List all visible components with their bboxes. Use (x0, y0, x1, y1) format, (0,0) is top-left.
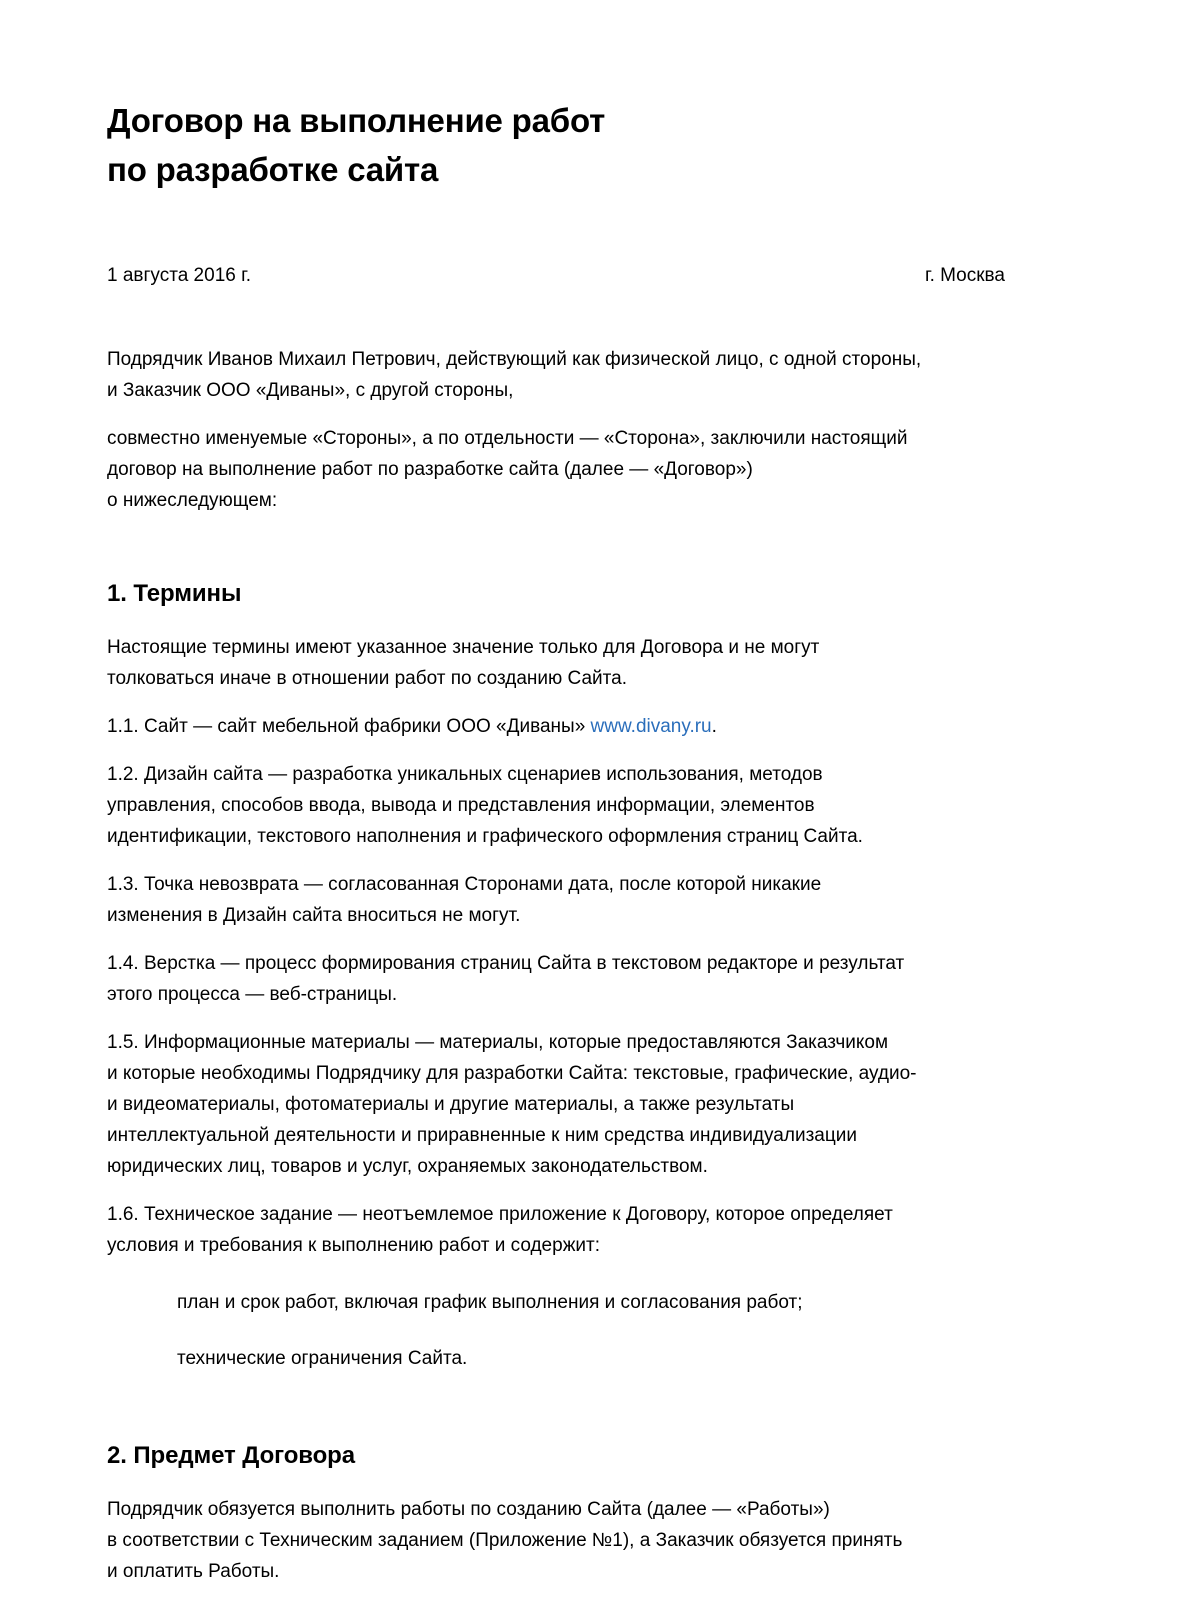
clause-1-4-line-1: 1.4. Верстка — процесс формирования страниц Сайта в текстовом редакторе и результат (107, 953, 905, 974)
clause-1-6-subitem-1: план и срок работ, включая график выполнения и согласования работ; (177, 1292, 803, 1313)
preamble-declaration (107, 423, 1005, 516)
clause-1-1-text-before: 1.1. Сайт — сайт мебельной фабрики ООО «Диваны» (107, 716, 591, 737)
document-content (107, 0, 1005, 1587)
clause-1-6-line-1: 1.6. Техническое задание — неотъемлемое приложение к Договору, которое определяет (107, 1204, 893, 1225)
clause-1-2-line-3: идентификации, текстового наполнения и графического оформления страниц Сайта. (107, 826, 863, 847)
preamble-parties-line-1: Подрядчик Иванов Михаил Петрович, действующий как физической лицо, с одной стороны, (107, 349, 922, 370)
clause-1-5 (107, 1027, 1005, 1182)
contract-date: 1 августа 2016 г. (107, 265, 251, 286)
preamble-declaration-line-3: о нижеследующем: (107, 490, 278, 511)
page-title (107, 0, 1005, 194)
preamble-parties (107, 344, 1005, 406)
subject-body-line-2: в соответствии с Техническим заданием (Приложение №1), а Заказчик обязуется принять (107, 1530, 903, 1551)
preamble-declaration-line-1: совместно именуемые «Стороны», а по отдельности — «Сторона», заключили настоящий (107, 428, 908, 449)
clause-1-6-line-2: условия и требования к выполнению работ и содержит: (107, 1235, 600, 1256)
clause-1-3 (107, 869, 1005, 931)
section-heading-terms: 1. Термины (107, 580, 242, 607)
contract-city: г. Москва (924, 265, 1005, 286)
page-title-line-2: по разработке сайта (107, 151, 439, 188)
clause-1-4 (107, 948, 1005, 1010)
subject-body-line-1: Подрядчик обязуется выполнить работы по созданию Сайта (далее — «Работы») (107, 1499, 830, 1520)
site-url-link[interactable]: www.divany.ru (590, 716, 712, 737)
clause-1-6-subitem-2: технические ограничения Сайта. (177, 1348, 468, 1369)
clause-1-5-line-2: и которые необходимы Подрядчику для разработки Сайта: текстовые, графические, аудио- (107, 1063, 917, 1084)
terms-intro-line-2: толковаться иначе в отношении работ по созданию Сайта. (107, 668, 627, 689)
clause-1-2-line-1: 1.2. Дизайн сайта — разработка уникальных сценариев использования, методов (107, 764, 823, 785)
clause-1-6 (107, 1199, 1005, 1261)
clause-1-5-line-3: и видеоматериалы, фотоматериалы и другие материалы, а также результаты (107, 1094, 795, 1115)
subject-body-line-3: и оплатить Работы. (107, 1561, 280, 1582)
section-heading-subject: 2. Предмет Договора (107, 1442, 355, 1469)
clause-1-1 (107, 711, 1005, 742)
clause-1-5-line-5: юридических лиц, товаров и услуг, охраняемых законодательством. (107, 1156, 708, 1177)
page-title-line-1: Договор на выполнение работ (107, 102, 606, 139)
clause-1-5-line-4: интеллектуальной деятельности и приравненные к ним средства индивидуализации (107, 1125, 857, 1146)
clause-1-5-line-1: 1.5. Информационные материалы — материалы, которые предоставляются Заказчиком (107, 1032, 889, 1053)
subject-body (107, 1494, 1005, 1587)
clause-1-3-line-2: изменения в Дизайн сайта вноситься не могут. (107, 905, 521, 926)
clause-1-3-line-1: 1.3. Точка невозврата — согласованная Сторонами дата, после которой никакие (107, 874, 822, 895)
clause-1-2 (107, 759, 1005, 852)
document-meta-row (107, 262, 1005, 290)
terms-intro-line-1: Настоящие термины имеют указанное значение только для Договора и не могут (107, 637, 820, 658)
clause-1-1-text-after: . (711, 716, 717, 737)
clause-1-2-line-2: управления, способов ввода, вывода и представления информации, элементов (107, 795, 815, 816)
preamble-declaration-line-2: договор на выполнение работ по разработке сайта (далее — «Договор») (107, 459, 753, 480)
clause-1-4-line-2: этого процесса — веб-страницы. (107, 984, 398, 1005)
preamble-parties-line-2: и Заказчик ООО «Диваны», с другой стороны, (107, 380, 514, 401)
terms-intro (107, 632, 1005, 694)
